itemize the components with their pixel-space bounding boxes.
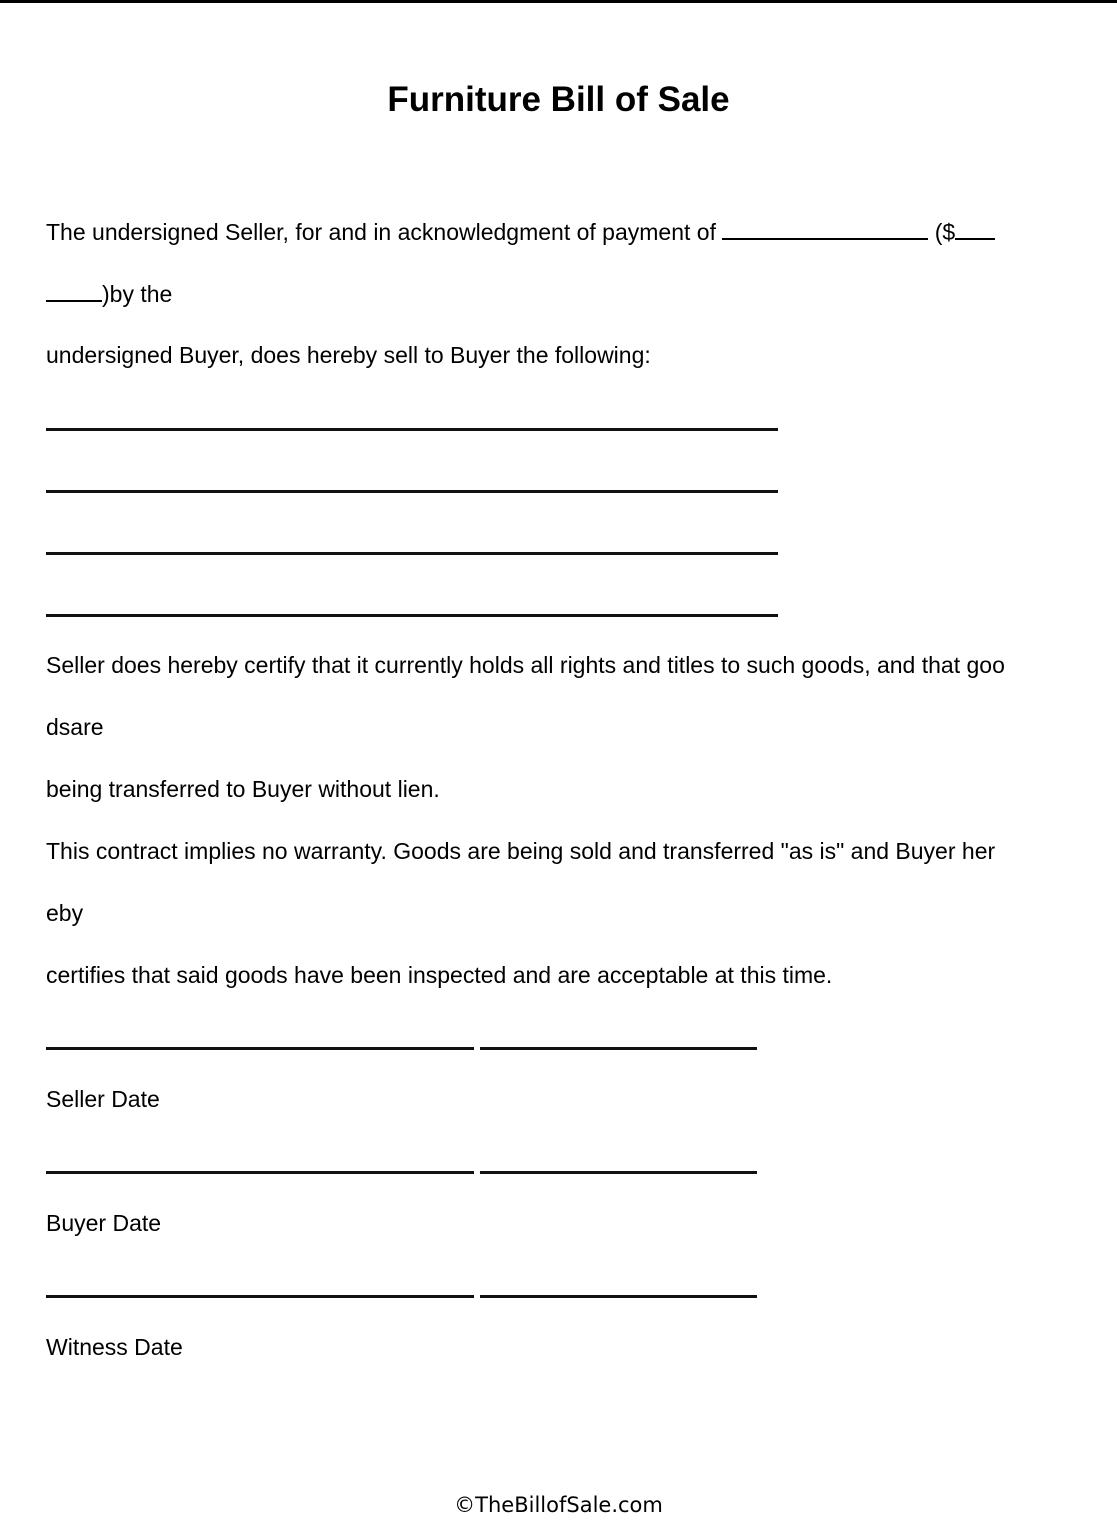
seller-date-line[interactable] [480,1047,757,1050]
item-line-2[interactable] [46,490,778,493]
by-the-text: )by the [102,281,173,307]
warranty-line-2: eby [46,900,84,926]
witness-date-line[interactable] [480,1295,757,1298]
seller-date-label: Seller Date [46,1086,160,1112]
document-title: Furniture Bill of Sale [387,80,730,119]
item-line-1[interactable] [46,428,778,431]
certify-line-1: Seller does hereby certify that it currently holds all rights and titles to such goods, and that goo [46,652,1005,678]
seller-signature-line[interactable] [46,1047,474,1050]
buyer-date-label: Buyer Date [46,1210,162,1236]
copyright-footer: ©TheBillofSale.com [454,1493,663,1517]
payment-amount-field-part2[interactable] [46,278,102,302]
sell-line: undersigned Buyer, does hereby sell to Buyer the following: [46,342,651,368]
certify-line-3: being transferred to Buyer without lien. [46,776,440,802]
certify-line-2: dsare [46,714,104,740]
witness-date-label: Witness Date [46,1334,183,1360]
buyer-date-line[interactable] [480,1171,757,1174]
payment-amount-field-part1[interactable] [955,216,995,240]
top-border [0,0,1117,3]
item-line-3[interactable] [46,552,778,555]
payment-text: The undersigned Seller, for and in acknowledgment of payment of [46,219,716,245]
buyer-signature-line[interactable] [46,1171,474,1174]
payment-line-cont [46,278,172,309]
payment-words-field[interactable] [722,216,928,240]
witness-signature-line[interactable] [46,1295,474,1298]
payment-paren: ($ [934,219,956,245]
warranty-line-3: certifies that said goods have been inspected and are acceptable at this time. [46,962,833,988]
item-line-4[interactable] [46,614,778,617]
payment-line [46,216,995,247]
warranty-line-1: This contract implies no warranty. Goods are being sold and transferred "as is" and Buyer her [46,838,996,864]
